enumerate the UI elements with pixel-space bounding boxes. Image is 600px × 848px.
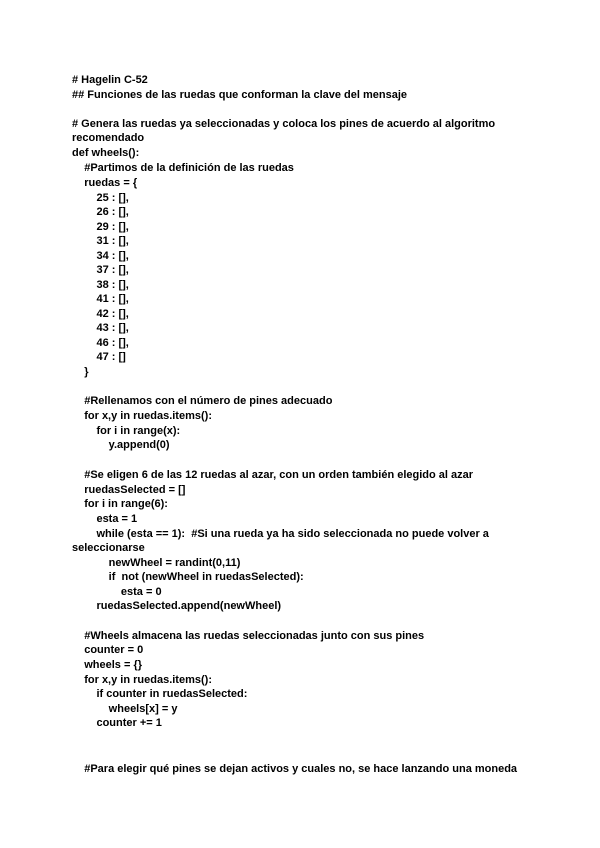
code-line: def wheels(): <box>72 147 140 159</box>
code-line: wheels[x] = y <box>72 703 178 715</box>
code-line: esta = 0 <box>72 586 162 598</box>
code-line: for x,y in ruedas.items(): <box>72 410 212 422</box>
code-line: # Hagelin C-52 <box>72 74 148 86</box>
code-line: 47 : [] <box>72 351 126 363</box>
code-comment: #Wheels almacena las ruedas seleccionadas junto con sus pines <box>72 630 425 642</box>
code-line: 41 : [], <box>72 293 129 305</box>
code-line: ## Funciones de las ruedas que conforman la clave del mensaje <box>72 89 408 101</box>
code-line: esta = 1 <box>72 513 138 525</box>
code-comment: #Para elegir qué pines se dejan activos y cuales no, se hace lanzando una moneda <box>72 763 518 775</box>
code-line: 37 : [], <box>72 264 129 276</box>
code-line: y.append(0) <box>72 439 170 451</box>
code-line: 31 : [], <box>72 235 129 247</box>
code-line: 34 : [], <box>72 250 129 262</box>
code-line: recomendado <box>72 132 145 144</box>
code-line: 43 : [], <box>72 322 129 334</box>
code-line: 29 : [], <box>72 221 129 233</box>
code-line: counter += 1 <box>72 717 162 729</box>
code-line: counter = 0 <box>72 644 144 656</box>
code-line: while (esta == 1): #Si una rueda ya ha sido seleccionada no puede volver a <box>72 528 489 540</box>
code-line: 42 : [], <box>72 308 129 320</box>
code-line: # Genera las ruedas ya seleccionadas y coloca los pines de acuerdo al algoritmo <box>72 118 496 130</box>
code-line: ruedasSelected.append(newWheel) <box>72 600 282 612</box>
code-line: for i in range(6): <box>72 498 168 510</box>
code-comment: #Partimos de la definición de las ruedas <box>72 162 294 174</box>
code-line: ruedasSelected = [] <box>72 484 186 496</box>
code-line: } <box>72 366 89 378</box>
code-line: 25 : [], <box>72 192 129 204</box>
code-line: 26 : [], <box>72 206 129 218</box>
code-line: newWheel = randint(0,11) <box>72 557 241 569</box>
code-line: if not (newWheel in ruedasSelected): <box>72 571 304 583</box>
code-comment: #Rellenamos con el número de pines adecuado <box>72 395 333 407</box>
code-line: ruedas = { <box>72 177 138 189</box>
code-line: for x,y in ruedas.items(): <box>72 674 212 686</box>
code-line: seleccionarse <box>72 542 145 554</box>
code-line: if counter in ruedasSelected: <box>72 688 248 700</box>
code-line: 38 : [], <box>72 279 129 291</box>
code-line: for i in range(x): <box>72 425 181 437</box>
code-line: 46 : [], <box>72 337 129 349</box>
code-comment: #Se eligen 6 de las 12 ruedas al azar, con un orden también elegido al azar <box>72 469 474 481</box>
code-line: wheels = {} <box>72 659 143 671</box>
